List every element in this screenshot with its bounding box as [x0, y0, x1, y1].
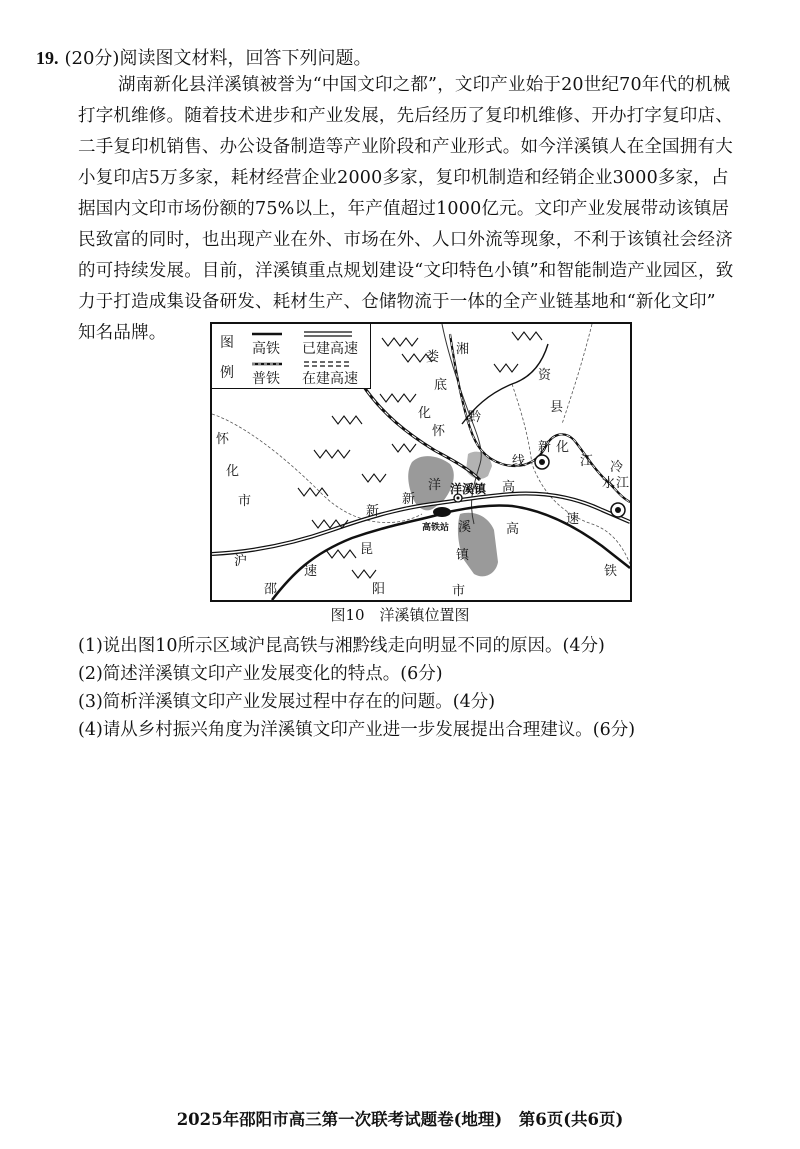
- label-jiang: 江: [580, 454, 594, 469]
- passage-line: 力于打造成集设备研发、耗材生产、仓储物流于一体的全产业链基地和“新化文印”: [78, 292, 716, 312]
- label-shao: 邵: [264, 582, 278, 597]
- question-number: 19.: [36, 48, 59, 68]
- label-hua-city: 化: [556, 440, 570, 455]
- passage-line: 湖南新化县洋溪镇被誉为“中国文印之都”，文印产业始于20世纪70年代的机械: [118, 75, 731, 95]
- passage-line: 知名品牌。: [78, 323, 167, 343]
- label-county: 县: [550, 400, 564, 415]
- label-zi: 资: [538, 368, 552, 383]
- label-hsr-station: 高铁站: [422, 523, 450, 533]
- label-xian: 线: [512, 454, 526, 469]
- legend-title-2: 例: [220, 365, 234, 381]
- label-qian: 黔: [468, 410, 482, 425]
- legend-hsr: 高铁: [252, 341, 280, 357]
- boundary-north: [562, 324, 592, 424]
- label-gao-2: 高: [506, 522, 520, 537]
- legend-ordinary-rail: 普铁: [252, 371, 280, 387]
- sub-question-2: (2)简述洋溪镇文印产业发展变化的特点。(6分): [78, 664, 443, 684]
- label-shi: 市: [452, 584, 466, 599]
- label-lengshuijiang-1: 冷: [610, 460, 624, 475]
- label-gao-1: 高: [502, 480, 516, 495]
- legend-built-expressway: 已建高速: [302, 341, 358, 357]
- sub-question-3: (3)简析洋溪镇文印产业发展过程中存在的问题。(4分): [78, 692, 496, 712]
- passage-line: 据国内文印市场份额的75%以上，年产值超过1000亿元。文印产业发展带动该镇居: [78, 199, 730, 219]
- label-yang-city: 阳: [372, 582, 386, 597]
- sub-question-4: (4)请从乡村振兴角度为洋溪镇文印产业进一步发展提出合理建议。(6分): [78, 720, 636, 740]
- label-kun: 昆: [360, 542, 374, 557]
- passage-line: 的可持续发展。目前，洋溪镇重点规划建设“文印特色小镇”和智能制造产业园区，致: [78, 261, 734, 281]
- location-map: [210, 322, 632, 602]
- label-zhen: 镇: [456, 548, 470, 563]
- label-yangxi-town: 洋溪镇: [450, 482, 487, 496]
- label-xin-city: 新: [538, 440, 552, 455]
- question-header: [36, 44, 371, 70]
- label-su2: 速: [304, 564, 318, 579]
- label-huai-river: 怀: [432, 424, 446, 439]
- label-huai-1: 怀: [216, 432, 230, 447]
- passage-line: 小复印店5万多家，耗材经营企业2000多家，复印机制造和经销企业3000多家，占: [78, 168, 729, 188]
- label-lou: 娄: [426, 350, 440, 365]
- passage-line: 民致富的同时，也出现产业在外、市场在外、人口外流等现象，不利于该镇社会经济: [78, 230, 733, 250]
- label-lengshuijiang-3: 江: [616, 476, 630, 491]
- passage-line: 二手复印机销售、办公设备制造等产业阶段和产业形式。如今洋溪镇人在全国拥有大: [78, 137, 733, 157]
- label-huai-2: 化: [226, 464, 240, 479]
- label-hua: 化: [418, 406, 432, 421]
- label-tie: 铁: [604, 564, 618, 579]
- passage: [78, 70, 764, 349]
- label-xin-highway-1: 新: [366, 504, 380, 519]
- label-yang: 洋: [428, 478, 442, 493]
- label-hu: 沪: [234, 554, 248, 569]
- label-xi: 溪: [458, 520, 472, 535]
- legend-planned-expressway: 在建高速: [302, 371, 358, 387]
- label-su: 速: [566, 512, 580, 527]
- label-di: 底: [434, 378, 448, 393]
- legend-title-1: 图: [220, 335, 234, 351]
- label-huai-3: 市: [238, 494, 252, 509]
- map-caption: 图10 洋溪镇位置图: [330, 606, 470, 624]
- label-lengshuijiang-2: 水: [602, 476, 616, 491]
- city-xinhua-symbol: [535, 455, 549, 469]
- map-legend: [212, 324, 371, 389]
- city-lengshuijiang-symbol: [611, 503, 625, 517]
- sub-question-1: (1)说出图10所示区域沪昆高铁与湘黔线走向明显不同的原因。(4分): [78, 636, 605, 656]
- label-xin-highway-2: 新: [402, 492, 416, 507]
- question-title: (20分)阅读图文材料，回答下列问题。: [64, 48, 372, 69]
- hsr-station-symbol: [433, 507, 451, 517]
- label-xiang: 湘: [456, 342, 470, 357]
- page-footer: 2025年邵阳市高三第一次联考试题卷(地理) 第6页(共6页): [176, 1110, 624, 1129]
- passage-line: 打字机维修。随着技术进步和产业发展，先后经历了复印机维修、开办打字复印店、: [78, 106, 733, 126]
